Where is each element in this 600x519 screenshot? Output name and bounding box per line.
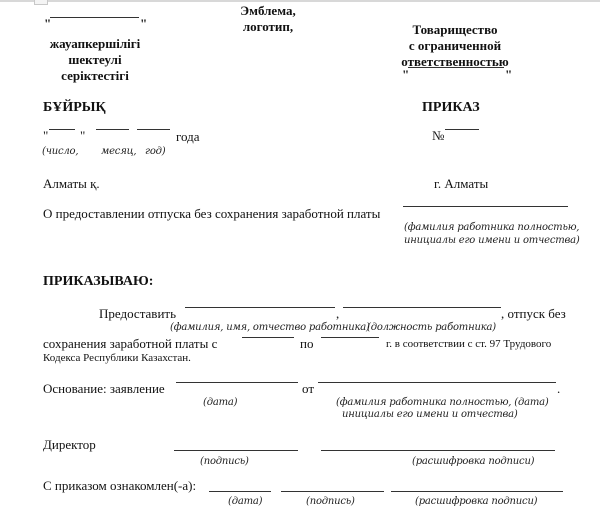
subject-text: О предоставлении отпуска без сохранения заработной платы <box>43 206 381 221</box>
basis-period: . <box>557 381 561 396</box>
org-type-kz-line2: шектеулі <box>68 52 122 67</box>
basis-hint-name-line2: инициалы его имени и отчества) <box>342 409 518 420</box>
acknowledged-signature-field[interactable] <box>281 491 384 492</box>
subject-employee-field[interactable] <box>403 206 568 207</box>
org-type-kz-line3: серіктестігі <box>61 68 129 83</box>
hint-month: месяц, <box>101 146 137 157</box>
page-corner-mark <box>34 0 48 5</box>
city-kazakh: Алматы қ. <box>43 176 100 191</box>
order-number-field[interactable] <box>445 129 479 130</box>
director-hint-signature: (подпись) <box>200 456 249 467</box>
date-quote-close: " <box>80 128 86 143</box>
director-label: Директор <box>43 437 96 452</box>
org-name-blank-ru[interactable] <box>408 67 504 68</box>
line2-suffix: г. в соответствии с ст. 97 Трудового <box>386 338 552 350</box>
grant-tail: , отпуск без <box>501 306 566 321</box>
org-type-ru-line1: Товарищество <box>412 22 498 37</box>
number-label: № <box>432 128 445 143</box>
employee-name-field[interactable] <box>185 307 335 308</box>
city-russian: г. Алматы <box>434 176 489 191</box>
title-russian: ПРИКАЗ <box>422 100 480 115</box>
emblem-label-line2: логотип, <box>242 19 294 34</box>
org-name-blank-kz[interactable] <box>50 17 139 18</box>
director-hint-decoding: (расшифровка подписи) <box>412 456 535 467</box>
acknowledged-hint-decoding: (расшифровка подписи) <box>415 496 538 507</box>
subject-hint-line1: (фамилия работника полностью, <box>404 222 580 233</box>
hint-employee-position: (должность работника) <box>367 322 496 333</box>
emblem-label-line1: Эмблема, <box>240 3 296 18</box>
leave-to-field[interactable] <box>321 337 379 338</box>
quote-open: " <box>44 16 52 31</box>
acknowledged-hint-signature: (подпись) <box>306 496 355 507</box>
title-kazakh: БҰЙРЫҚ <box>43 100 106 115</box>
hint-day: (число, <box>42 146 79 157</box>
org-type-ru-line2: с ограниченной <box>408 38 502 53</box>
line2-prefix: сохранения заработной платы с <box>43 336 218 351</box>
quote-close: " <box>505 67 513 82</box>
basis-date-field[interactable] <box>176 382 298 383</box>
basis-hint-name-line1: (фамилия работника полностью, (дата) <box>336 397 549 408</box>
date-quote-open: " <box>43 128 49 143</box>
grant-comma: , <box>336 306 340 321</box>
month-field[interactable] <box>96 129 129 130</box>
basis-employee-field[interactable] <box>318 382 556 383</box>
acknowledged-date-field[interactable] <box>209 491 271 492</box>
acknowledged-hint-date: (дата) <box>228 496 263 507</box>
date-suffix: года <box>176 129 200 144</box>
basis-label: Основание: заявление <box>43 381 165 396</box>
day-field[interactable] <box>49 129 75 130</box>
director-decoding-field[interactable] <box>321 450 555 451</box>
hint-employee-name: (фамилия, имя, отчество работника) <box>170 322 370 333</box>
grant-label: Предоставить <box>99 306 177 321</box>
subject-hint-line2: инициалы его имени и отчества) <box>404 235 580 246</box>
org-type-ru-line3: ответственностью <box>401 54 509 69</box>
director-signature-field[interactable] <box>174 450 298 451</box>
basis-hint-date: (дата) <box>203 397 238 408</box>
line2-po: по <box>300 336 314 351</box>
year-field[interactable] <box>137 129 170 130</box>
order-heading: ПРИКАЗЫВАЮ: <box>43 274 154 289</box>
quote-close: " <box>140 16 148 31</box>
quote-open: " <box>402 67 410 82</box>
page-top-border <box>0 0 600 2</box>
hint-year: год) <box>145 146 166 157</box>
basis-from: от <box>302 381 315 396</box>
acknowledged-label: С приказом ознакомлен(-а): <box>43 478 197 493</box>
leave-from-field[interactable] <box>242 337 294 338</box>
acknowledged-decoding-field[interactable] <box>391 491 563 492</box>
line3-text: Кодекса Республики Казахстан. <box>43 352 191 364</box>
org-type-kz-line1: жауапкершілігі <box>49 36 141 51</box>
employee-position-field[interactable] <box>343 307 501 308</box>
